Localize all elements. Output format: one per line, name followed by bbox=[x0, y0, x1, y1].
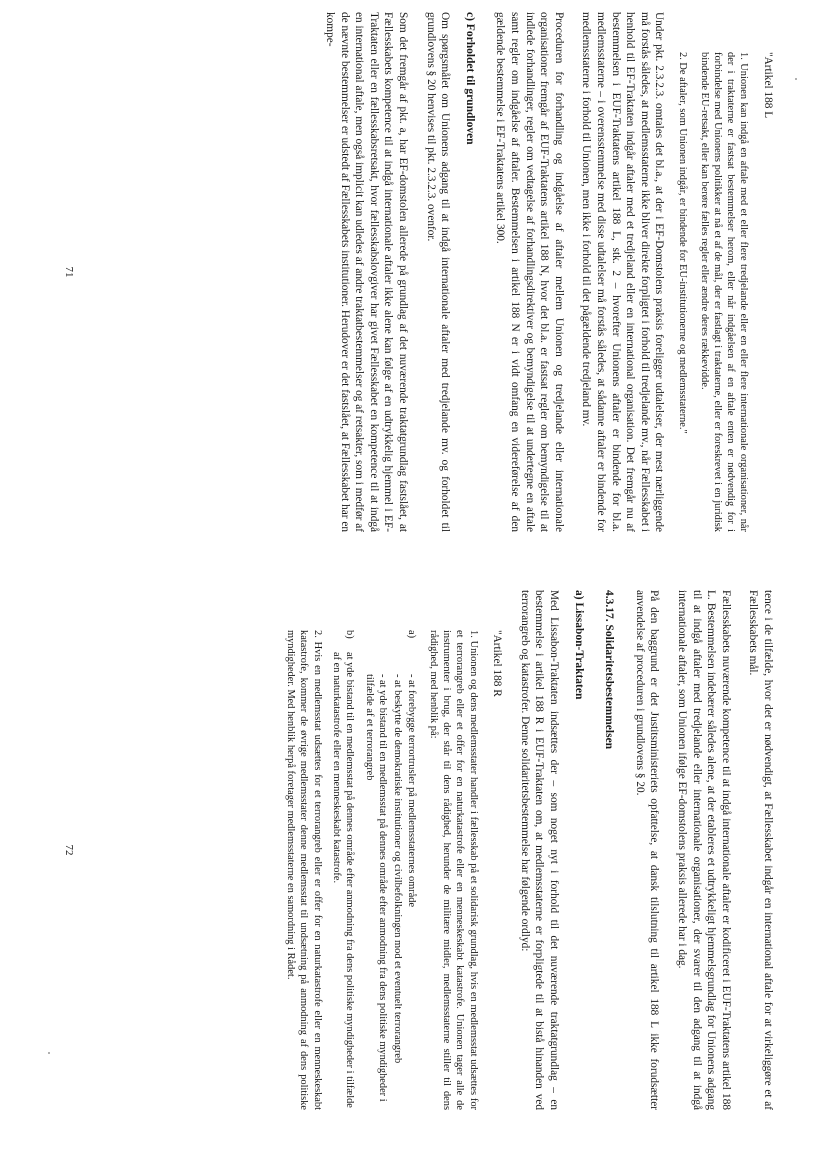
body-paragraph: Proceduren for forhandling og indgåelse af aftaler mellem Unionen og tredjelande eller internationale organisationer fremgår af EUF-Traktatens artikel 188 N, hvor det bl.a. er fastsat regler om bemyndigelse til at indlede forhandlinger, regler om vedtagelse af forhandlingsdirektiver og bemyndigelse til at undertegne en aftale samt regler om indgåelse af aftaler. Bestemmelsen i artikel 188 N er i vidt omfang en videreførelse af den gældende bestemmelse i EF-Traktatens artikel 300. bbox=[494, 12, 565, 532]
scan-speck bbox=[48, 1052, 50, 1054]
quote-item-b bbox=[330, 630, 356, 1110]
body-paragraph: Om spørgsmålet om Unionens adgang til at indgå internationale aftaler med tredjelande mv. og forholdet til grundlovens § 20 henvises til pkt. 2.3.2.3. ovenfor. bbox=[424, 12, 452, 532]
body-paragraph: Under pkt. 2.3.2.3. omtales det bl.a., at der i EF-Domstolens praksis foreligger udtalelser, der mest nærliggende må forstås således, at medlemsstaterne ikke bliver direkte forpligtet i forhold til tredjelande mv., når Fællesskabet i henhold til EF-Traktaten indgår aftaler med et tredjeland eller en international organisation. Det fremgår nu af bestemmelsen i EUF-Traktatens artikel 188 L, stk. 2 – hvorefter Unionens aftaler er bindende for bl.a. medlemsstaterne – i overensstemmelse med disse udtalelser må forstås således, at sådanne aftaler er bindende for medlemsstaterne i forhold til Unionen, men ikke i forhold til det pågældende tredjeland mv. bbox=[580, 12, 666, 532]
body-paragraph: Med Lissabon-Traktaten indsættes der – som noget nyt i forhold til det nuværende traktatgrundlag – en bestemmelse i artikel 188 R i EUF-Traktaten om, at medlemsstaterne er forpligtede til at bistå hinanden ved terrorangreb og katastrofer. Denne solidaritetsbestemmelse har følgende ordlyd: bbox=[518, 590, 561, 1110]
body-paragraph: På den baggrund er det Justitsministeriets opfattelse, at dansk tilslutning til artikel 188 L ikke forudsætter anvendelse af proceduren i grundlovens § 20. bbox=[633, 590, 661, 1110]
bullet-item: - at beskytte de demokratiske institutioner og civilbefolkningen mod et eventuelt terrorangreb bbox=[391, 674, 403, 1064]
quote-heading-188r: "Artikel 188 R bbox=[491, 630, 504, 697]
item-b-text: at yde bistand til en medlemsstat på dennes område efter anmodning fra dens politiske myndigheder i tilfælde af en naturkatastrofe eller en menneskeskabt katastrofe. bbox=[330, 652, 356, 1108]
quote-paragraph: 1. Unionen og dens medlemsstater handler i fællesskab på et solidarisk grundlag, hvis en medlemsstat udsættes for et terrorangreb eller et offer for en naturkatastrofe eller en menneskeskabt katastrofe. Unionen tager alle de instrumenter i brug, der står til dens rådighed, herunder de militære midler, medlemsstaterne stiller til dens rådighed, med henblik på: bbox=[428, 630, 479, 1110]
page-71-text bbox=[310, 12, 775, 532]
scan-speck bbox=[795, 78, 797, 80]
subsection-heading-a: a) Lissabon-Traktaten bbox=[572, 590, 585, 700]
page-number: 72 bbox=[63, 844, 75, 856]
item-label: a) bbox=[405, 630, 417, 639]
quote-paragraph: 1. Unionen kan indgå en aftale med et eller flere tredjelande eller en eller flere internationale organisationer, når der i traktaterne er fastsat bestemmelser herom, eller når indgåelsen af en aftale enten er nødvendig for i forbindelse med Unionens politikker at nå et af de mål, der er fastlagt i traktaterne, eller er foreskrevet i en juridisk bindende EU-retsakt, eller kan berøre fælles regler eller ændre deres rækkevidde. bbox=[698, 52, 750, 532]
page-72 bbox=[63, 590, 775, 1110]
body-paragraph: Som det fremgår af pkt. a, har EF-domstolen allerede på grundlag af det nuværende traktatgrundlag fastslået, at Fællesskabets kompetence til at indgå internationale aftaler ikke alene kan følge af en udtrykkelig hjemmel i EF-Traktaten eller en fællesskabsretsakt, hvor fællesskabslovgiver har givet Fællesskabet en kompetence til at indgå en international aftale, men også implicit kan udledes af andre traktatbestemmelser og af retsakter, som i medfør af de nævnte bestemmelser er udstedt af Fællesskabets institutioner. Herudover er det fastslået, at Fællesskabet har en kompe- bbox=[324, 12, 410, 532]
quote-paragraph: 2. Hvis en medlemsstat udsættes for et terrorangreb eller er offer for en naturkatastrofe eller en menneskeskabt katastrofe, kommer de øvrige medlemsstater denne medlemsstat til undsætning på anmodning af dens politiske myndigheder. Med henblik herpå foretager medlemsstaterne en samordning i Rådet. bbox=[285, 630, 323, 1110]
item-a-bullets bbox=[362, 674, 418, 1110]
page-number: 71 bbox=[63, 266, 75, 278]
body-paragraph: Fællesskabets nuværende kompetence til at indgå internationale aftaler er kodificeret i EUF-Traktatens artikel 188 L. Bestemmelsen indebærer således alene, at der etableres et udtrykkeligt hjemmelsgrundlag for Unionens adgang til at indgå aftaler med tredjelande eller internationale organisationer, der svarer til den adgang til at indgå internationale aftaler, som Unionen ifølge EF-domstolens praksis allerede har i dag. bbox=[676, 590, 732, 1110]
bullet-item: - at yde bistand til en medlemsstat på dennes område efter anmodning fra dens politiske myndigheder i tilfælde af et terrorangreb bbox=[364, 674, 389, 1102]
body-paragraph: tence i de tilfælde, hvor det er nødvendigt, at Fællesskabet indgår en international aftale for at virkeliggøre et af Fællesskabets mål. bbox=[747, 590, 774, 1110]
quote-item-a bbox=[362, 630, 418, 1110]
page-72-text bbox=[275, 590, 775, 1110]
item-label: b) bbox=[344, 630, 356, 639]
quote-paragraph: 2. De aftaler, som Unionen indgår, er bindende for EU-institutionerne og medlemsstaterne." bbox=[676, 52, 688, 434]
page-71 bbox=[63, 12, 775, 532]
section-heading-c: c) Forholdet til grundloven bbox=[463, 12, 476, 145]
quote-heading-188l: "Artikel 188 L bbox=[762, 52, 774, 119]
section-heading-4317: 4.3.17. Solidaritetsbestemmelsen bbox=[603, 590, 616, 750]
quote-block-188r bbox=[284, 630, 480, 1110]
quote-block-188l bbox=[675, 52, 750, 532]
bullet-item: - at forebygge terrortrusler på medlemsstaternes område bbox=[405, 674, 417, 908]
